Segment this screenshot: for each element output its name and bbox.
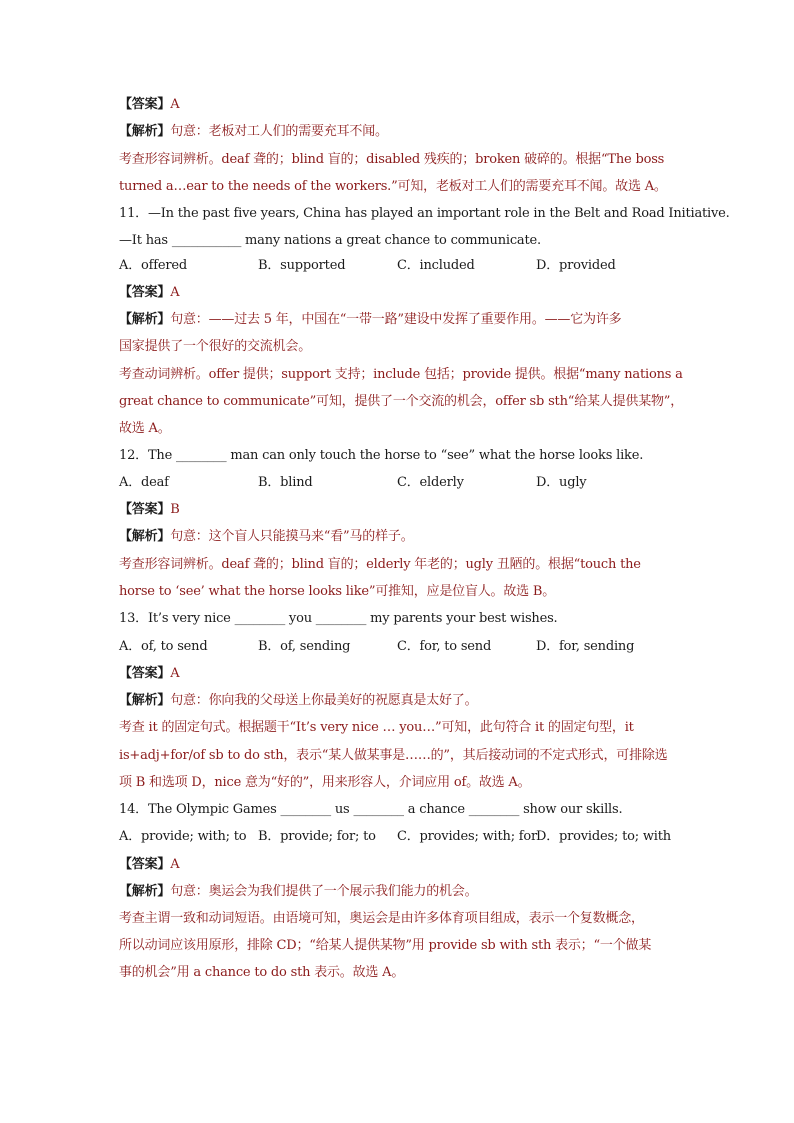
analysis-line: 【解析】句意：奥运会为我们提供了一个展示我们能力的机会。	[119, 884, 478, 899]
analysis-text: 项 B 和选项 D，nice 意为“好的”，用来形容人，介词应用 of。故选 A。	[119, 775, 531, 790]
analysis-text: 事的机会”用 a chance to do sth 表示。故选 A。	[119, 965, 405, 980]
analysis-text: 考查主谓一致和动词短语。由语境可知，奥运会是由许多体育项目组成，表示一个复数概念，	[119, 911, 644, 926]
answer-line: 【答案】A	[119, 97, 180, 112]
analysis-text: turned a…ear to the needs of the workers.”可知，老板对工人们的需要充耳不闻。故选 A。	[119, 179, 667, 194]
answer-line: 【答案】B	[119, 502, 180, 517]
option-d: D．provided	[536, 258, 616, 273]
option-a: A．of, to send	[119, 639, 208, 654]
option-c: C．for, to send	[397, 639, 492, 654]
option-d: D．provides; to; with	[536, 829, 671, 844]
question-14: 14．The Olympic Games ________ us ________ a chance ________ show our skills.	[119, 802, 623, 817]
option-b: B．supported	[258, 258, 346, 273]
analysis-text: 考查形容词辨析。deaf 聋的；blind 盲的；elderly 年老的；ugly 丑陋的。根据“touch the	[119, 557, 641, 572]
option-d: D．for, sending	[536, 639, 635, 654]
analysis-text: 考查形容词辨析。deaf 聋的；blind 盲的；disabled 残疾的；broken 破碎的。根据“The boss	[119, 152, 665, 167]
option-b: B．of, sending	[258, 639, 351, 654]
answer-line: 【答案】A	[119, 857, 180, 872]
question-12: 12．The ________ man can only touch the horse to “see” what the horse looks like.	[119, 448, 644, 463]
analysis-text: great chance to communicate”可知，提供了一个交流的机会，offer sb sth“给某人提供某物”，	[119, 394, 684, 409]
analysis-text: 所以动词应该用原形，排除 CD；“给某人提供某物”用 provide sb with sth 表示；“一个做某	[119, 938, 652, 953]
option-a: A．offered	[119, 258, 187, 273]
question-13-options	[119, 638, 679, 656]
answer-line: 【答案】A	[119, 285, 180, 300]
question-14-options	[119, 828, 679, 846]
question-11: 11．—In the past five years, China has played an important role in the Belt and Road Initiative.	[119, 206, 730, 221]
option-a: A．provide; with; to	[119, 829, 247, 844]
option-c: C．provides; with; for	[397, 829, 538, 844]
analysis-text: is+adj+for/of sb to do sth，表示“某人做某事是……的”，其后接动词的不定式形式，可排除选	[119, 748, 668, 763]
option-a: A．deaf	[119, 475, 169, 490]
option-d: D．ugly	[536, 475, 587, 490]
analysis-text: horse to ‘see’ what the horse looks like”可推知，应是位盲人。故选 B。	[119, 584, 555, 599]
analysis-line: 【解析】句意：老板对工人们的需要充耳不闻。	[119, 124, 388, 139]
analysis-text: 故选 A。	[119, 421, 171, 436]
option-c: C．elderly	[397, 475, 464, 490]
option-b: B．provide; for; to	[258, 829, 376, 844]
analysis-line: 【解析】句意：——过去 5 年，中国在“一带一路”建设中发挥了重要作用。——它为许多	[119, 312, 622, 327]
option-b: B．blind	[258, 475, 313, 490]
question-13: 13．It’s very nice ________ you ________ my parents your best wishes.	[119, 611, 558, 626]
answer-line: 【答案】A	[119, 666, 180, 681]
question-11-line2: —It has ___________ many nations a great chance to communicate.	[119, 233, 541, 248]
question-12-options	[119, 474, 679, 492]
analysis-text: 国家提供了一个很好的交流机会。	[119, 339, 312, 354]
analysis-text: 考查 it 的固定句式。根据题干“It’s very nice … you…”可知，此句符合 it 的固定句型，it	[119, 720, 634, 735]
analysis-text: 考查动词辨析。offer 提供；support 支持；include 包括；provide 提供。根据“many nations a	[119, 367, 683, 382]
analysis-line: 【解析】句意：这个盲人只能摸马来“看”马的样子。	[119, 529, 414, 544]
option-c: C．included	[397, 258, 475, 273]
question-11-options	[119, 257, 679, 275]
analysis-line: 【解析】句意：你向我的父母送上你最美好的祝愿真是太好了。	[119, 693, 478, 708]
